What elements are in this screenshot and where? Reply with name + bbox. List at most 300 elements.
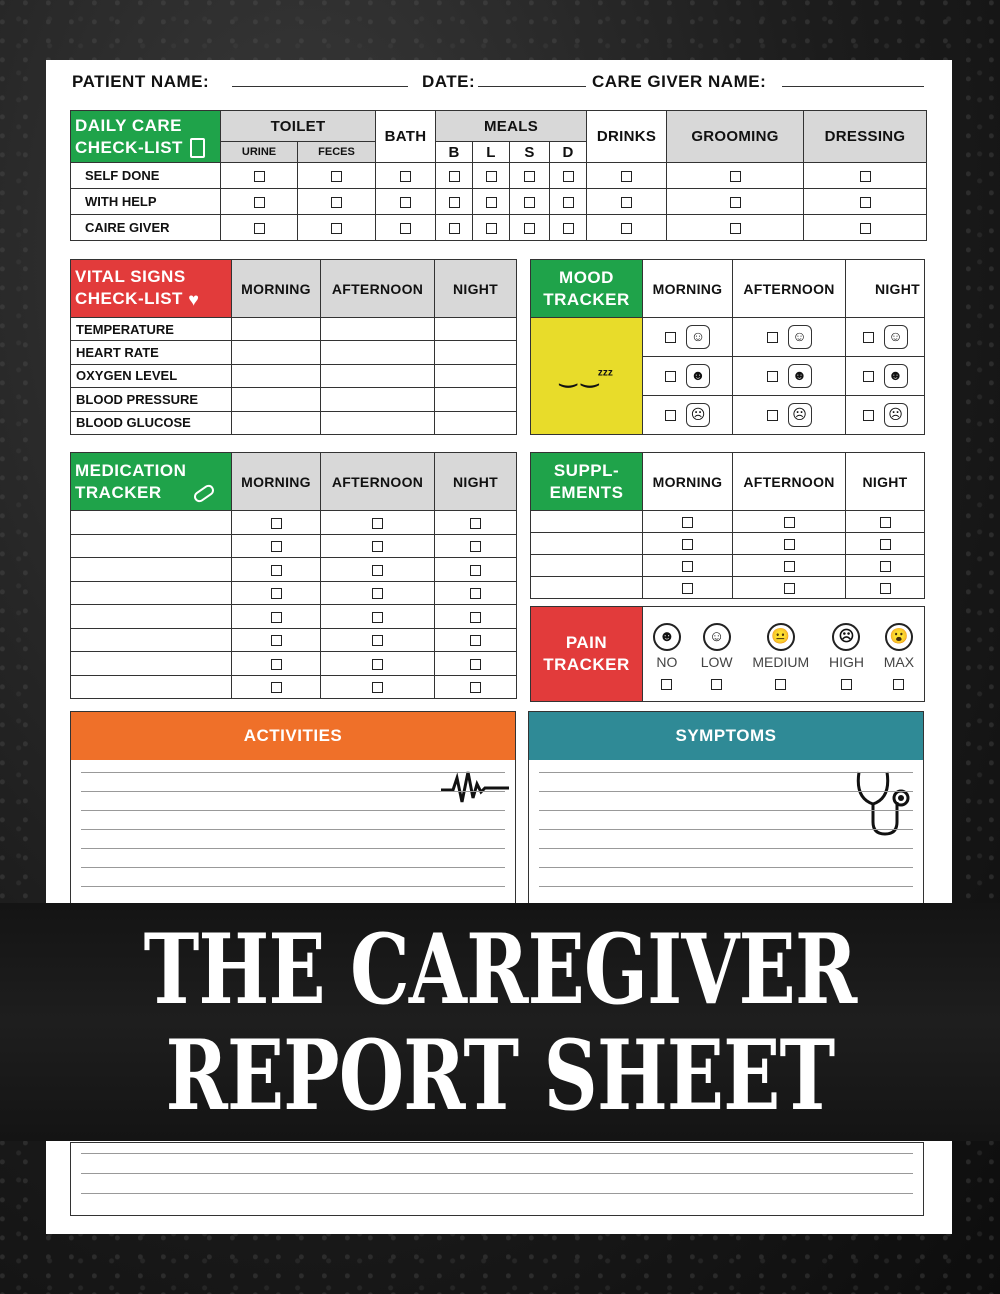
supplement-cell	[643, 577, 733, 599]
vital-sign-label: TEMPERATURE	[71, 318, 232, 341]
medication-cell	[232, 534, 321, 558]
supplement-cell	[733, 577, 846, 599]
shocked-face-icon: 😮	[885, 623, 913, 651]
activities-title: ACTIVITIES	[71, 712, 515, 760]
medication-cell	[321, 652, 435, 676]
supplements-title-line2: EMENTS	[549, 482, 624, 502]
supplement-checkbox[interactable]	[880, 517, 891, 528]
dressing-header: DRESSING	[804, 111, 927, 163]
daily-care-checkbox[interactable]	[331, 171, 342, 182]
supplement-checkbox[interactable]	[784, 561, 795, 572]
supplement-cell	[733, 533, 846, 555]
supplement-row	[531, 511, 925, 533]
medication-cell	[232, 605, 321, 629]
medication-cell	[321, 534, 435, 558]
daily-care-checkbox[interactable]	[621, 197, 632, 208]
daily-care-cell	[221, 189, 298, 215]
smiling-face-icon: ☻	[788, 364, 812, 388]
daily-care-title-line1: DAILY CARE	[75, 115, 183, 135]
heartbeat-line-icon	[441, 768, 509, 808]
vital-sign-entry[interactable]	[321, 364, 435, 387]
vital-sign-label: OXYGEN LEVEL	[71, 364, 232, 387]
medication-checkbox[interactable]	[470, 612, 481, 623]
pain-level-medium	[752, 617, 809, 691]
mood-tracker-table	[530, 259, 925, 435]
sad-face-icon: ☹	[686, 403, 710, 427]
medication-checkbox[interactable]	[372, 565, 383, 576]
daily-care-cell	[550, 189, 587, 215]
daily-care-row	[71, 163, 927, 189]
daily-care-cell	[221, 163, 298, 189]
caregiver-name-label: CARE GIVER NAME:	[592, 72, 767, 91]
heart-pulse-icon: ♥	[188, 289, 200, 310]
happy-face-icon: ☺	[686, 325, 710, 349]
medication-checkbox[interactable]	[372, 588, 383, 599]
mood-row	[531, 318, 925, 357]
medication-checkbox[interactable]	[470, 588, 481, 599]
clipboard-icon	[190, 138, 205, 158]
medication-checkbox[interactable]	[271, 682, 282, 693]
banner-title-line1: THE CAREGIVER	[143, 913, 857, 1026]
medication-name-field[interactable]	[71, 534, 232, 558]
medication-checkbox[interactable]	[271, 659, 282, 670]
supplement-checkbox[interactable]	[880, 583, 891, 594]
daily-care-cell	[510, 163, 550, 189]
vital-sign-entry[interactable]	[232, 364, 321, 387]
med-night-header: NIGHT	[435, 453, 517, 511]
mood-cell	[643, 357, 733, 396]
med-morning-header: MORNING	[232, 453, 321, 511]
mood-checkbox[interactable]	[665, 410, 676, 421]
writing-line[interactable]	[539, 829, 913, 830]
meal-s-header: S	[510, 142, 550, 163]
daily-care-cell	[550, 163, 587, 189]
daily-care-checkbox[interactable]	[449, 197, 460, 208]
happy-face-icon: ☺	[884, 325, 908, 349]
sad-face-icon: ☹	[788, 403, 812, 427]
daily-care-row-label: CAIRE GIVER	[71, 215, 221, 241]
mood-tracker-title-line2: TRACKER	[543, 289, 630, 309]
daily-care-cell	[298, 189, 376, 215]
daily-care-cell	[376, 163, 436, 189]
daily-care-checkbox[interactable]	[331, 197, 342, 208]
daily-care-cell	[510, 189, 550, 215]
medication-cell	[435, 534, 517, 558]
pain-checkbox[interactable]	[841, 679, 852, 690]
supplements-title	[531, 453, 643, 511]
vital-afternoon-header: AFTERNOON	[321, 260, 435, 318]
daily-care-checkbox[interactable]	[449, 223, 460, 234]
medication-tracker-title-line2: TRACKER	[75, 482, 162, 502]
writing-line[interactable]	[539, 772, 913, 773]
medication-row	[71, 652, 517, 676]
pain-level-label: LOW	[700, 654, 733, 670]
vital-sign-entry[interactable]	[435, 318, 517, 341]
patient-name-field[interactable]	[232, 86, 408, 87]
grin-face-icon: ☻	[653, 623, 681, 651]
mood-tracker-title	[531, 260, 643, 318]
daily-care-cell	[667, 189, 804, 215]
supplement-checkbox[interactable]	[784, 539, 795, 550]
daily-care-title-line2: CHECK-LIST	[75, 137, 183, 157]
vital-sign-entry[interactable]	[321, 411, 435, 434]
mood-checkbox[interactable]	[863, 332, 874, 343]
vital-sign-label: HEART RATE	[71, 341, 232, 364]
daily-care-checkbox[interactable]	[486, 223, 497, 234]
daily-care-checkbox[interactable]	[730, 223, 741, 234]
daily-care-cell	[298, 163, 376, 189]
medication-checkbox[interactable]	[372, 518, 383, 529]
supplement-cell	[846, 511, 925, 533]
supplement-name-field[interactable]	[531, 555, 643, 577]
writing-line[interactable]	[81, 886, 505, 887]
medication-checkbox[interactable]	[271, 588, 282, 599]
smiling-face-icon: ☻	[884, 364, 908, 388]
daily-care-cell	[510, 215, 550, 241]
mood-cell	[846, 396, 925, 435]
mood-checkbox[interactable]	[767, 410, 778, 421]
supplement-cell	[643, 511, 733, 533]
mood-checkbox[interactable]	[863, 371, 874, 382]
supplement-name-field[interactable]	[531, 577, 643, 599]
sleepy-face-icon: ‿ ‿$^{zzz}$	[531, 318, 643, 435]
pain-level-label: MAX	[883, 654, 915, 670]
medication-cell	[435, 652, 517, 676]
daily-care-title	[71, 111, 221, 163]
medication-checkbox[interactable]	[372, 612, 383, 623]
symptoms-title: SYMPTOMS	[529, 712, 923, 760]
daily-care-checkbox[interactable]	[524, 171, 535, 182]
symptoms-section	[528, 711, 924, 911]
daily-care-cell	[473, 163, 510, 189]
meal-d-header: D	[550, 142, 587, 163]
smile-face-icon: ☺	[703, 623, 731, 651]
medication-cell	[435, 511, 517, 535]
writing-line[interactable]	[539, 810, 913, 811]
medication-cell	[232, 581, 321, 605]
supplement-checkbox[interactable]	[682, 517, 693, 528]
medication-cell	[435, 581, 517, 605]
daily-care-checkbox[interactable]	[400, 197, 411, 208]
medication-checkbox[interactable]	[271, 635, 282, 646]
pain-level-label: MEDIUM	[752, 654, 810, 670]
smiling-face-icon: ☻	[686, 364, 710, 388]
medication-checkbox[interactable]	[470, 518, 481, 529]
supplement-row	[531, 577, 925, 599]
daily-care-cell	[667, 163, 804, 189]
vital-sign-entry[interactable]	[232, 318, 321, 341]
medication-row	[71, 628, 517, 652]
vital-signs-title	[71, 260, 232, 318]
supplement-row	[531, 555, 925, 577]
writing-line[interactable]	[81, 791, 505, 792]
daily-care-cell	[221, 215, 298, 241]
pills-icon	[192, 482, 216, 504]
medication-row	[71, 675, 517, 699]
medication-cell	[232, 652, 321, 676]
daily-care-row	[71, 189, 927, 215]
toilet-header: TOILET	[221, 111, 376, 142]
mood-cell	[643, 396, 733, 435]
medication-cell	[321, 628, 435, 652]
writing-line[interactable]	[81, 810, 505, 811]
medication-checkbox[interactable]	[372, 659, 383, 670]
daily-care-cell	[804, 163, 927, 189]
daily-care-checkbox[interactable]	[400, 171, 411, 182]
medication-name-field[interactable]	[71, 652, 232, 676]
pain-levels	[643, 607, 925, 702]
pain-checkbox[interactable]	[661, 679, 672, 690]
daily-care-checkbox[interactable]	[621, 171, 632, 182]
pain-level-low	[701, 617, 733, 691]
daily-care-checkbox[interactable]	[621, 223, 632, 234]
vital-morning-header: MORNING	[232, 260, 321, 318]
medication-cell	[232, 675, 321, 699]
mood-cell	[846, 318, 925, 357]
vital-sign-entry[interactable]	[232, 388, 321, 411]
vital-sign-entry[interactable]	[435, 341, 517, 364]
medication-checkbox[interactable]	[372, 635, 383, 646]
pain-checkbox[interactable]	[775, 679, 786, 690]
medication-checkbox[interactable]	[470, 682, 481, 693]
daily-care-cell	[587, 215, 667, 241]
date-field[interactable]	[478, 86, 586, 87]
medication-cell	[435, 675, 517, 699]
writing-line[interactable]	[81, 829, 505, 830]
daily-care-checkbox[interactable]	[730, 197, 741, 208]
notes-section	[70, 1142, 924, 1216]
daily-care-cell	[376, 189, 436, 215]
medication-checkbox[interactable]	[470, 659, 481, 670]
pain-level-label: HIGH	[828, 654, 864, 670]
medication-cell	[321, 581, 435, 605]
supplement-checkbox[interactable]	[880, 561, 891, 572]
medication-checkbox[interactable]	[271, 518, 282, 529]
vital-signs-table	[70, 259, 517, 435]
medication-cell	[321, 675, 435, 699]
daily-care-checkbox[interactable]	[254, 171, 265, 182]
daily-care-checkbox[interactable]	[254, 197, 265, 208]
medication-cell	[435, 628, 517, 652]
vital-sign-entry[interactable]	[232, 341, 321, 364]
daily-care-checkbox[interactable]	[486, 171, 497, 182]
daily-care-checkbox[interactable]	[563, 171, 574, 182]
vital-sign-row	[71, 388, 517, 411]
medication-cell	[232, 511, 321, 535]
medication-cell	[232, 558, 321, 582]
writing-line[interactable]	[81, 848, 505, 849]
vital-signs-title-line1: VITAL SIGNS	[75, 267, 186, 287]
vital-sign-label: BLOOD PRESSURE	[71, 388, 232, 411]
daily-care-checkbox[interactable]	[860, 171, 871, 182]
medication-checkbox[interactable]	[470, 635, 481, 646]
supplement-checkbox[interactable]	[880, 539, 891, 550]
mood-checkbox[interactable]	[665, 371, 676, 382]
grooming-header: GROOMING	[667, 111, 804, 163]
vital-sign-entry[interactable]	[232, 411, 321, 434]
urine-header: URINE	[221, 142, 298, 163]
supplement-cell	[846, 533, 925, 555]
mood-morning-header: MORNING	[643, 260, 733, 318]
daily-care-cell	[667, 215, 804, 241]
meal-b-header: B	[436, 142, 473, 163]
mood-tracker-title-line1: MOOD	[559, 267, 614, 287]
medication-checkbox[interactable]	[372, 682, 383, 693]
vital-sign-entry[interactable]	[321, 318, 435, 341]
title-banner	[0, 903, 1000, 1141]
daily-care-cell	[473, 189, 510, 215]
daily-care-checkbox[interactable]	[860, 223, 871, 234]
daily-care-table	[70, 110, 927, 241]
pain-tracker-title	[531, 607, 643, 702]
vital-sign-row	[71, 411, 517, 434]
mood-cell	[733, 318, 846, 357]
medication-tracker-title-line1: MEDICATION	[75, 460, 187, 480]
medication-checkbox[interactable]	[271, 541, 282, 552]
medication-cell	[321, 511, 435, 535]
mood-cell	[733, 396, 846, 435]
medication-cell	[321, 605, 435, 629]
medication-checkbox[interactable]	[271, 612, 282, 623]
stethoscope-icon	[853, 768, 917, 838]
daily-care-checkbox[interactable]	[563, 223, 574, 234]
supplements-table	[530, 452, 925, 599]
daily-care-cell	[436, 189, 473, 215]
supplement-name-field[interactable]	[531, 511, 643, 533]
pain-level-high	[829, 617, 864, 691]
meals-header: MEALS	[436, 111, 587, 142]
medication-checkbox[interactable]	[470, 565, 481, 576]
writing-line[interactable]	[539, 791, 913, 792]
vital-sign-entry[interactable]	[435, 388, 517, 411]
pain-tracker-title-line1: PAIN	[565, 633, 608, 652]
sad-face-icon: ☹	[884, 403, 908, 427]
supplement-checkbox[interactable]	[682, 583, 693, 594]
daily-care-row-label: WITH HELP	[71, 189, 221, 215]
daily-care-row	[71, 215, 927, 241]
medication-row	[71, 534, 517, 558]
medication-tracker-table	[70, 452, 517, 699]
daily-care-cell	[587, 163, 667, 189]
daily-care-cell	[436, 215, 473, 241]
medication-row	[71, 558, 517, 582]
patient-name-label: PATIENT NAME:	[72, 72, 210, 91]
supp-night-header: NIGHT	[846, 453, 925, 511]
daily-care-cell	[298, 215, 376, 241]
daily-care-cell	[473, 215, 510, 241]
medication-row	[71, 511, 517, 535]
meal-l-header: L	[473, 142, 510, 163]
supplement-checkbox[interactable]	[784, 517, 795, 528]
medication-checkbox[interactable]	[372, 541, 383, 552]
writing-line[interactable]	[539, 867, 913, 868]
medication-name-field[interactable]	[71, 675, 232, 699]
daily-care-checkbox[interactable]	[449, 171, 460, 182]
mood-checkbox[interactable]	[767, 332, 778, 343]
daily-care-cell	[436, 163, 473, 189]
daily-care-checkbox[interactable]	[486, 197, 497, 208]
date-label: DATE:	[422, 72, 476, 91]
vital-sign-entry[interactable]	[321, 388, 435, 411]
daily-care-checkbox[interactable]	[524, 197, 535, 208]
daily-care-cell	[804, 215, 927, 241]
daily-care-checkbox[interactable]	[563, 197, 574, 208]
daily-care-checkbox[interactable]	[524, 223, 535, 234]
supplement-checkbox[interactable]	[682, 561, 693, 572]
feces-header: FECES	[298, 142, 376, 163]
bath-header: BATH	[376, 111, 436, 163]
supplement-checkbox[interactable]	[682, 539, 693, 550]
pain-checkbox[interactable]	[711, 679, 722, 690]
medication-tracker-title	[71, 453, 232, 511]
pain-level-label: NO	[656, 654, 678, 670]
vital-sign-entry[interactable]	[435, 411, 517, 434]
daily-care-row-label: SELF DONE	[71, 163, 221, 189]
writing-line[interactable]	[539, 886, 913, 887]
medication-name-field[interactable]	[71, 628, 232, 652]
pain-level-max	[884, 617, 914, 691]
daily-care-checkbox[interactable]	[730, 171, 741, 182]
medication-checkbox[interactable]	[271, 565, 282, 576]
mood-cell	[733, 357, 846, 396]
writing-line[interactable]	[81, 867, 505, 868]
medication-checkbox[interactable]	[470, 541, 481, 552]
daily-care-cell	[804, 189, 927, 215]
daily-care-checkbox[interactable]	[331, 223, 342, 234]
mood-afternoon-header: AFTERNOON	[733, 260, 846, 318]
medication-name-field[interactable]	[71, 581, 232, 605]
mood-cell	[846, 357, 925, 396]
pain-tracker-table	[530, 606, 925, 702]
supplement-cell	[643, 555, 733, 577]
writing-line[interactable]	[539, 848, 913, 849]
daily-care-cell	[376, 215, 436, 241]
mood-cell	[643, 318, 733, 357]
medication-name-field[interactable]	[71, 558, 232, 582]
vital-sign-entry[interactable]	[435, 364, 517, 387]
pain-level-no	[653, 617, 681, 691]
caregiver-name-field[interactable]	[782, 86, 924, 87]
vital-sign-entry[interactable]	[321, 341, 435, 364]
neutral-face-icon: 😐	[767, 623, 795, 651]
daily-care-checkbox[interactable]	[400, 223, 411, 234]
supplement-cell	[643, 533, 733, 555]
supplement-cell	[846, 555, 925, 577]
supplement-checkbox[interactable]	[784, 583, 795, 594]
vital-sign-label: BLOOD GLUCOSE	[71, 411, 232, 434]
mood-checkbox[interactable]	[767, 371, 778, 382]
writing-line[interactable]	[81, 772, 505, 773]
supplement-cell	[846, 577, 925, 599]
medication-name-field[interactable]	[71, 605, 232, 629]
mood-checkbox[interactable]	[665, 332, 676, 343]
supplement-name-field[interactable]	[531, 533, 643, 555]
daily-care-cell	[587, 189, 667, 215]
vital-signs-title-line2: CHECK-LIST	[75, 289, 183, 309]
supplements-title-line1: SUPPL-	[553, 460, 620, 480]
mood-checkbox[interactable]	[863, 410, 874, 421]
daily-care-checkbox[interactable]	[254, 223, 265, 234]
daily-care-checkbox[interactable]	[860, 197, 871, 208]
medication-name-field[interactable]	[71, 511, 232, 535]
frown-face-icon: ☹	[832, 623, 860, 651]
supplement-cell	[733, 555, 846, 577]
pain-checkbox[interactable]	[893, 679, 904, 690]
medication-cell	[435, 558, 517, 582]
supp-morning-header: MORNING	[643, 453, 733, 511]
med-afternoon-header: AFTERNOON	[321, 453, 435, 511]
mood-night-header: NIGHT	[846, 260, 925, 318]
